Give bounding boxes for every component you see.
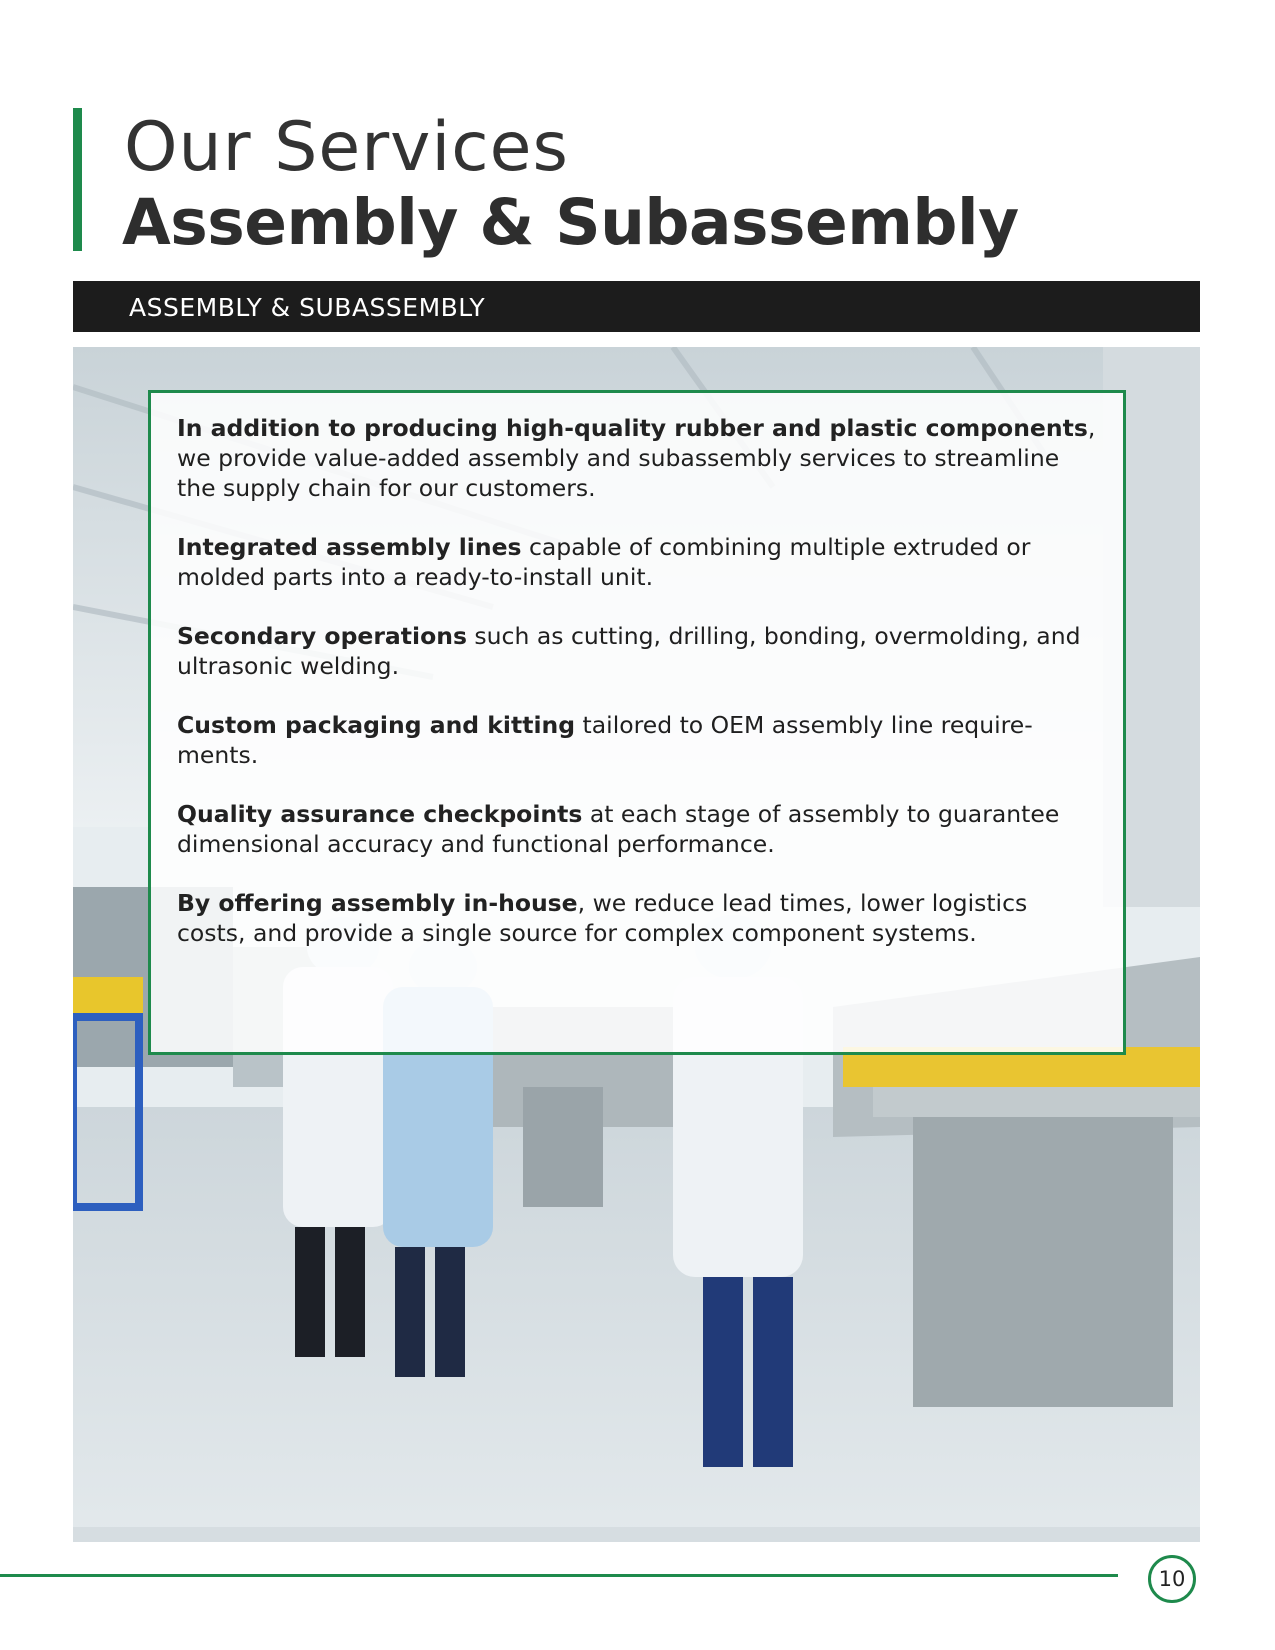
intro-paragraph [177, 413, 1097, 503]
in-house-bold: By offering assembly in-house [177, 889, 578, 917]
section-header-band [73, 281, 1200, 332]
quality-assurance-paragraph [177, 799, 1097, 859]
quality-assurance-bold: Quality assurance checkpoints [177, 800, 583, 828]
secondary-operations-bold: Secondary operations [177, 622, 467, 650]
in-house-paragraph [177, 888, 1097, 948]
secondary-operations-paragraph [177, 621, 1097, 681]
custom-packaging-paragraph [177, 710, 1097, 770]
page-supertitle: Our Services [124, 108, 569, 187]
in-house-text: , we reduce lead times, lower logistics costs, and provide a single source for complex component systems. [177, 889, 1028, 947]
intro-text: , we provide value-added assembly and subassembly services to streamline the supply chain for our customers. [177, 414, 1096, 502]
integrated-assembly-text: capable of combining multiple extruded or molded parts into a ready-to-install unit. [177, 533, 1031, 591]
secondary-operations-text: such as cutting, drilling, bonding, overmolding, and ultrasonic welding. [177, 622, 1081, 680]
footer-rule [0, 1574, 1118, 1577]
quality-assurance-text: at each stage of assembly to guarantee dimensional accuracy and functional performance. [177, 800, 1060, 858]
page-number: 10 [1148, 1555, 1196, 1603]
page-title: Assembly & Subassembly [122, 186, 1019, 259]
section-header-label: ASSEMBLY & SUBASSEMBLY [129, 293, 486, 322]
custom-packaging-text: tailored to OEM assembly line require-ments. [177, 711, 1033, 769]
integrated-assembly-paragraph [177, 532, 1097, 592]
intro-bold: In addition to producing high-quality rubber and plastic components [177, 414, 1088, 442]
title-accent-bar [73, 108, 82, 251]
custom-packaging-bold: Custom packaging and kitting [177, 711, 576, 739]
services-text-box [148, 390, 1126, 1055]
integrated-assembly-bold: Integrated assembly lines [177, 533, 522, 561]
